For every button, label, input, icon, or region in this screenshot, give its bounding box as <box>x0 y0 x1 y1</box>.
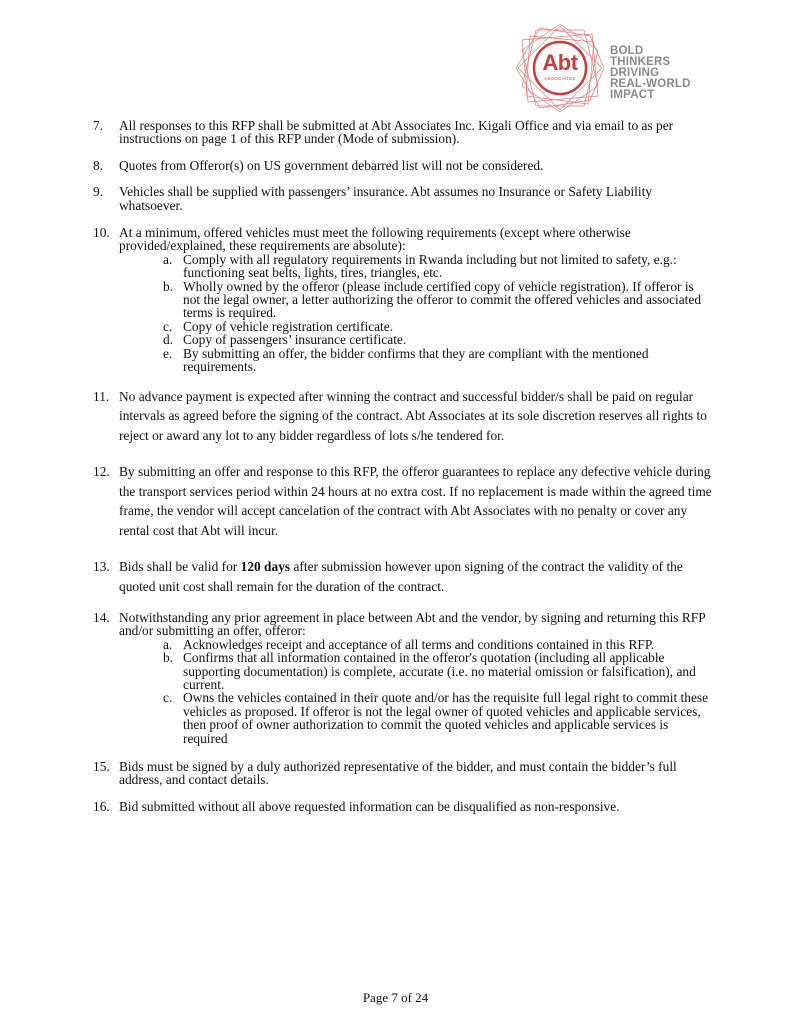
sub-item-letter: a. <box>163 251 173 267</box>
tagline-line: DRIVING <box>610 67 660 79</box>
item-number: 10. <box>93 225 110 241</box>
item-number: 11. <box>93 388 110 404</box>
sub-item-letter: b. <box>163 650 174 666</box>
item-number: 13. <box>93 559 110 574</box>
logo-mark-text: Abt <box>542 50 578 75</box>
list-item-15 <box>93 760 713 787</box>
tagline-line: REAL-WORLD <box>610 78 691 90</box>
tagline-line: IMPACT <box>610 89 655 101</box>
item-number: 16. <box>93 798 110 814</box>
item-text-part: after submission however upon signing of the contract the validity of the quoted unit cost shall remain for the duration of the contract. <box>119 559 683 594</box>
sub-item-10d <box>93 333 713 346</box>
item-number: 14. <box>93 610 110 625</box>
item-number: 9. <box>93 184 104 200</box>
sub-item-10e <box>93 347 713 374</box>
list-item-8 <box>93 159 713 172</box>
sub-item-letter: a. <box>163 636 173 652</box>
sub-item-14a <box>93 638 713 651</box>
list-item-12 <box>93 462 713 540</box>
sub-item-text: Copy of vehicle registration certificate. <box>183 318 394 334</box>
item-text: Bids must be signed by a duly authorized representative of the bidder, and must contain the bidder’s full address, and contact details. <box>119 759 677 788</box>
sub-item-10a <box>93 253 713 280</box>
item-text <box>119 557 713 596</box>
list-item-13 <box>93 557 713 596</box>
item-text: No advance payment is expected after winning the contract and successful bidder/s shall be paid on regular intervals as agreed before the signing of the contract. Abt Associates at its sole discretion reserves all rights to reject or award any lot to any bidder regardless of lots s/he tendered for. <box>119 388 707 443</box>
sub-item-10c <box>93 320 713 333</box>
sub-item-14c <box>93 691 713 745</box>
sub-item-text: Wholly owned by the offeror (please include certified copy of vehicle registration). If offeror is not the legal owner, a letter authorizing the offeror to commit the offered vehicles and associated terms is required. <box>183 278 702 321</box>
item-text: Vehicles shall be supplied with passengers’ insurance. Abt assumes no Insurance or Safety Liability whatsoever. <box>119 184 653 213</box>
sub-item-10b <box>93 280 713 320</box>
item-text: Notwithstanding any prior agreement in place between Abt and the vendor, by signing and returning this RFP and/or submitting an offer, offeror: <box>119 610 706 639</box>
tagline-line: THINKERS <box>610 56 671 68</box>
sub-item-text: Owns the vehicles contained in their quote and/or has the requisite full legal right to commit these vehicles as proposed. If offeror is not the legal owner of quoted vehicles and applicable services, then proof of owner authorization to commit the quoted vehicles and applicable services is required <box>183 690 709 746</box>
sub-item-text: Copy of passengers’ insurance certificate. <box>183 332 407 348</box>
sub-item-letter: c. <box>163 318 173 334</box>
list-item-7 <box>93 119 713 146</box>
list-item-10 <box>93 226 713 253</box>
page-number: Page 7 of 24 <box>362 990 429 1005</box>
abt-logo <box>510 22 780 114</box>
list-item-11 <box>93 387 713 446</box>
sub-item-text: Acknowledges receipt and acceptance of all terms and conditions contained in this RFP. <box>183 636 655 652</box>
item-text: At a minimum, offered vehicles must meet the following requirements (except where otherwise provided/explained, these requirements are absolute): <box>119 225 631 254</box>
item-text: By submitting an offer and response to this RFP, the offeror guarantees to replace any defective vehicle during the transport services period within 24 hours at no extra cost. If no replacement is made within the agreed time frame, the vendor will accept cancelation of the contract with Abt Associates with no penalty or cover any rental cost that Abt will incur. <box>119 464 712 538</box>
sub-item-text: Comply with all regulatory requirements in Rwanda including but not limited to safety, e.g.: functioning seat belts, lights, tires, triangles, etc. <box>183 251 677 281</box>
item-text: Bid submitted without all above requested information can be disqualified as non-responsive. <box>119 798 620 814</box>
item-number: 8. <box>93 157 104 173</box>
sub-item-14b <box>93 651 713 691</box>
item-number: 7. <box>93 118 104 133</box>
list-item-14 <box>93 611 713 638</box>
rfp-terms-list <box>93 119 713 813</box>
sub-item-letter: b. <box>163 278 174 294</box>
logo-tagline <box>610 46 780 101</box>
item-text-part: Bids shall be valid for <box>119 559 241 574</box>
list-item-16 <box>93 800 713 813</box>
item-text: Quotes from Offeror(s) on US government debarred list will not be considered. <box>119 157 544 173</box>
tagline-line: BOLD <box>610 45 644 57</box>
item-number: 15. <box>93 759 110 775</box>
sub-item-letter: c. <box>163 690 173 706</box>
item-number: 12. <box>93 464 110 479</box>
sub-item-text: Confirms that all information contained in the offeror's quotation (including all applicable supporting documentation) is complete, accurate (i.e. no material omission or falsification), and current. <box>183 650 696 693</box>
sub-item-letter: d. <box>163 332 174 348</box>
logo-mark-subtext: ASSOCIATES <box>544 76 576 81</box>
list-item-9 <box>93 185 713 212</box>
sub-item-letter: e. <box>163 345 173 361</box>
sub-item-text: By submitting an offer, the bidder confirms that they are compliant with the mentioned requirements. <box>183 345 649 375</box>
item-text: All responses to this RFP shall be submitted at Abt Associates Inc. Kigali Office and via email to as per instructions on page 1 of this RFP under (Mode of submission). <box>119 118 674 147</box>
validity-period: 120 days <box>240 559 291 574</box>
